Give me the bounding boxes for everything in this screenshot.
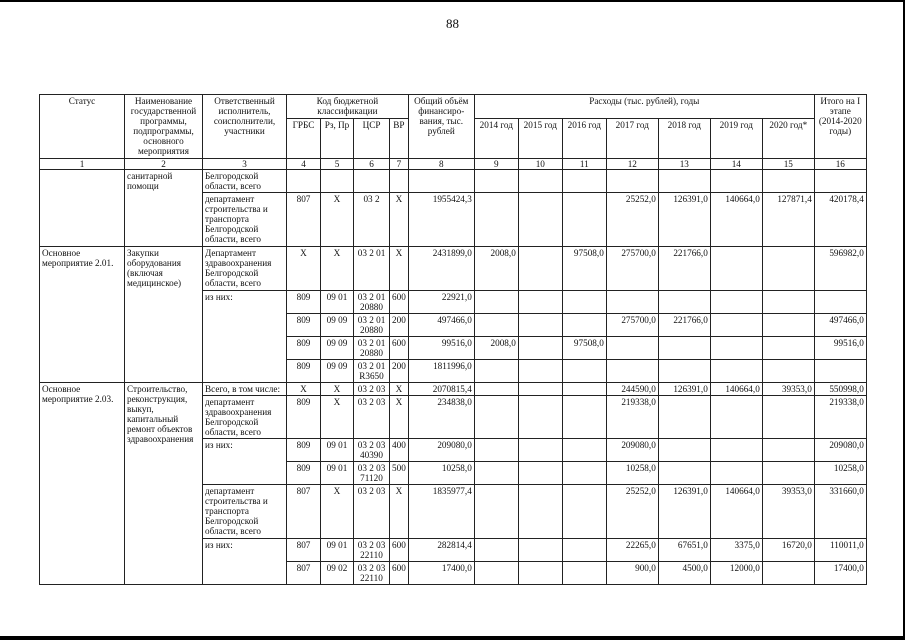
y2018-cell: 4500,0 [658, 562, 710, 585]
grbs-cell: 809 [287, 396, 321, 439]
name-cell: Закупки оборудования (включая медицинское) [125, 247, 203, 383]
grbs-cell: X [287, 383, 321, 396]
status-cell [40, 170, 125, 247]
y2019-cell: 140664,0 [710, 383, 762, 396]
header-rzpr: Рз, Пр [321, 119, 354, 159]
y2019-cell: 12000,0 [710, 562, 762, 585]
col-num: 8 [408, 159, 474, 170]
csr-cell: 03 2 03 [354, 396, 390, 439]
y2017-cell: 25252,0 [606, 193, 658, 247]
csr-cell: 03 2 [354, 193, 390, 247]
y2014-cell: 2008,0 [474, 247, 518, 291]
header-budget-code: Код бюджетной классификации [287, 95, 409, 119]
table-row [40, 383, 867, 396]
grbs-cell: 807 [287, 485, 321, 539]
executor-cell: из них: [203, 439, 287, 485]
vr-cell: X [390, 485, 409, 539]
vr-cell: X [390, 396, 409, 439]
y2017-cell: 219338,0 [606, 396, 658, 439]
rzpr-cell: X [321, 485, 354, 539]
csr-cell: 03 2 03 22110 [354, 562, 390, 585]
itogo-cell: 497466,0 [814, 314, 866, 337]
table-row [40, 247, 867, 291]
status-cell: Основное мероприятие 2.01. [40, 247, 125, 383]
y2018-cell: 126391,0 [658, 485, 710, 539]
rzpr-cell: X [321, 396, 354, 439]
y2018-cell: 221766,0 [658, 247, 710, 291]
itogo-cell: 99516,0 [814, 337, 866, 360]
table-row [40, 170, 867, 193]
col-num: 1 [40, 159, 125, 170]
csr-cell: 03 2 03 40390 [354, 439, 390, 462]
y2019-cell: 140664,0 [710, 193, 762, 247]
y2020-cell: 127871,4 [762, 193, 814, 247]
executor-cell: из них: [203, 291, 287, 383]
col-num: 5 [321, 159, 354, 170]
itogo-cell: 219338,0 [814, 396, 866, 439]
csr-cell: 03 2 03 [354, 383, 390, 396]
total-cell: 10258,0 [408, 462, 474, 485]
header-2018: 2018 год [658, 119, 710, 159]
y2017-cell: 275700,0 [606, 314, 658, 337]
col-num: 15 [762, 159, 814, 170]
rzpr-cell: 09 01 [321, 291, 354, 314]
itogo-cell: 550998,0 [814, 383, 866, 396]
grbs-cell: 809 [287, 314, 321, 337]
vr-cell: 600 [390, 337, 409, 360]
col-num: 7 [390, 159, 409, 170]
total-cell: 282814,4 [408, 539, 474, 562]
executor-cell: департамент здравоохранения Белгородской области, всего [203, 396, 287, 439]
rzpr-cell: 09 09 [321, 314, 354, 337]
col-num: 3 [203, 159, 287, 170]
rzpr-cell: X [321, 383, 354, 396]
col-num: 6 [354, 159, 390, 170]
grbs-cell: 809 [287, 291, 321, 314]
col-num: 14 [710, 159, 762, 170]
y2019-cell: 3375,0 [710, 539, 762, 562]
y2020-cell: 39353,0 [762, 485, 814, 539]
executor-cell: из них: [203, 539, 287, 585]
col-num: 12 [606, 159, 658, 170]
rzpr-cell: 09 09 [321, 337, 354, 360]
y2018-cell: 126391,0 [658, 383, 710, 396]
y2017-cell: 244590,0 [606, 383, 658, 396]
y2019-cell: 140664,0 [710, 485, 762, 539]
grbs-cell: 809 [287, 337, 321, 360]
name-cell: санитарной помощи [125, 170, 203, 247]
y2014-cell: 2008,0 [474, 337, 518, 360]
vr-cell: 600 [390, 291, 409, 314]
header-2016: 2016 год [562, 119, 606, 159]
csr-cell: 03 2 01 20880 [354, 314, 390, 337]
scan-edge-bottom [0, 636, 905, 640]
col-num: 16 [814, 159, 866, 170]
scan-edge-top [0, 0, 905, 2]
csr-cell: 03 2 03 71120 [354, 462, 390, 485]
executor-cell: Всего, в том числе: [203, 383, 287, 396]
y2017-cell: 900,0 [606, 562, 658, 585]
vr-cell: 600 [390, 539, 409, 562]
header-2017: 2017 год [606, 119, 658, 159]
header-itogo: Итого на I этапе (2014-2020 годы) [814, 95, 866, 159]
executor-cell: Департамент здравоохранения Белгородской области, всего [203, 247, 287, 291]
total-cell: 234838,0 [408, 396, 474, 439]
vr-cell: X [390, 383, 409, 396]
rzpr-cell: 09 09 [321, 360, 354, 383]
y2016-cell: 97508,0 [562, 247, 606, 291]
total-cell: 22921,0 [408, 291, 474, 314]
executor-cell: департамент строительства и транспорта Белгородской области, всего [203, 485, 287, 539]
grbs-cell: 809 [287, 439, 321, 462]
itogo-cell: 209080,0 [814, 439, 866, 462]
header-2020: 2020 год* [762, 119, 814, 159]
csr-cell: 03 2 01 [354, 247, 390, 291]
itogo-cell: 420178,4 [814, 193, 866, 247]
rzpr-cell: 09 01 [321, 539, 354, 562]
total-cell: 209080,0 [408, 439, 474, 462]
col-num: 9 [474, 159, 518, 170]
header-2019: 2019 год [710, 119, 762, 159]
csr-cell: 03 2 01 R3650 [354, 360, 390, 383]
header-status: Статус [40, 95, 125, 159]
executor-cell: департамент строительства и транспорта Белгородской области, всего [203, 193, 287, 247]
y2018-cell: 126391,0 [658, 193, 710, 247]
total-cell: 2070815,4 [408, 383, 474, 396]
vr-cell: 500 [390, 462, 409, 485]
header-csr: ЦСР [354, 119, 390, 159]
grbs-cell: 807 [287, 539, 321, 562]
header-executor: Ответственный исполнитель, соисполнители, участники [203, 95, 287, 159]
y2018-cell: 221766,0 [658, 314, 710, 337]
csr-cell: 03 2 01 20880 [354, 291, 390, 314]
rzpr-cell: X [321, 247, 354, 291]
vr-cell: X [390, 193, 409, 247]
y2017-cell: 209080,0 [606, 439, 658, 462]
csr-cell: 03 2 03 22110 [354, 539, 390, 562]
grbs-cell: 809 [287, 462, 321, 485]
itogo-cell: 596982,0 [814, 247, 866, 291]
col-num: 10 [518, 159, 562, 170]
col-num: 11 [562, 159, 606, 170]
csr-cell: 03 2 01 20880 [354, 337, 390, 360]
rzpr-cell: 09 01 [321, 462, 354, 485]
y2020-cell: 16720,0 [762, 539, 814, 562]
grbs-cell: X [287, 247, 321, 291]
header-expenses: Расходы (тыс. рублей), годы [474, 95, 814, 119]
col-num: 4 [287, 159, 321, 170]
grbs-cell: 809 [287, 360, 321, 383]
vr-cell: X [390, 247, 409, 291]
rzpr-cell: 09 01 [321, 439, 354, 462]
itogo-cell: 10258,0 [814, 462, 866, 485]
rzpr-cell: X [321, 193, 354, 247]
rzpr-cell: 09 02 [321, 562, 354, 585]
grbs-cell: 807 [287, 562, 321, 585]
total-cell: 1955424,3 [408, 193, 474, 247]
csr-cell: 03 2 03 [354, 485, 390, 539]
expenses-table [39, 94, 867, 585]
itogo-cell: 17400,0 [814, 562, 866, 585]
total-cell: 2431899,0 [408, 247, 474, 291]
vr-cell: 200 [390, 314, 409, 337]
col-num: 13 [658, 159, 710, 170]
header-vr: ВР [390, 119, 409, 159]
y2017-cell: 22265,0 [606, 539, 658, 562]
y2016-cell: 97508,0 [562, 337, 606, 360]
name-cell: Строительство, реконструкция, выкуп, капитальный ремонт объектов здравоохранения [125, 383, 203, 585]
column-number-row [40, 159, 867, 170]
total-cell: 17400,0 [408, 562, 474, 585]
itogo-cell: 331660,0 [814, 485, 866, 539]
y2020-cell: 39353,0 [762, 383, 814, 396]
y2018-cell: 67651,0 [658, 539, 710, 562]
status-cell: Основное мероприятие 2.03. [40, 383, 125, 585]
total-cell: 1835977,4 [408, 485, 474, 539]
y2017-cell: 10258,0 [606, 462, 658, 485]
total-cell: 1811996,0 [408, 360, 474, 383]
header-total: Общий объём финансиро-вания, тыс. рублей [408, 95, 474, 159]
vr-cell: 200 [390, 360, 409, 383]
grbs-cell: 807 [287, 193, 321, 247]
header-2014: 2014 год [474, 119, 518, 159]
y2017-cell: 25252,0 [606, 485, 658, 539]
vr-cell: 600 [390, 562, 409, 585]
col-num: 2 [125, 159, 203, 170]
header-2015: 2015 год [518, 119, 562, 159]
itogo-cell: 110011,0 [814, 539, 866, 562]
total-cell: 497466,0 [408, 314, 474, 337]
total-cell: 99516,0 [408, 337, 474, 360]
executor-cell: Белгородской области, всего [203, 170, 287, 193]
header-name: Наименование государственной программы, подпрограммы, основного мероприятия [125, 95, 203, 159]
header-grbs: ГРБС [287, 119, 321, 159]
vr-cell: 400 [390, 439, 409, 462]
page-number: 88 [446, 16, 459, 31]
y2017-cell: 275700,0 [606, 247, 658, 291]
